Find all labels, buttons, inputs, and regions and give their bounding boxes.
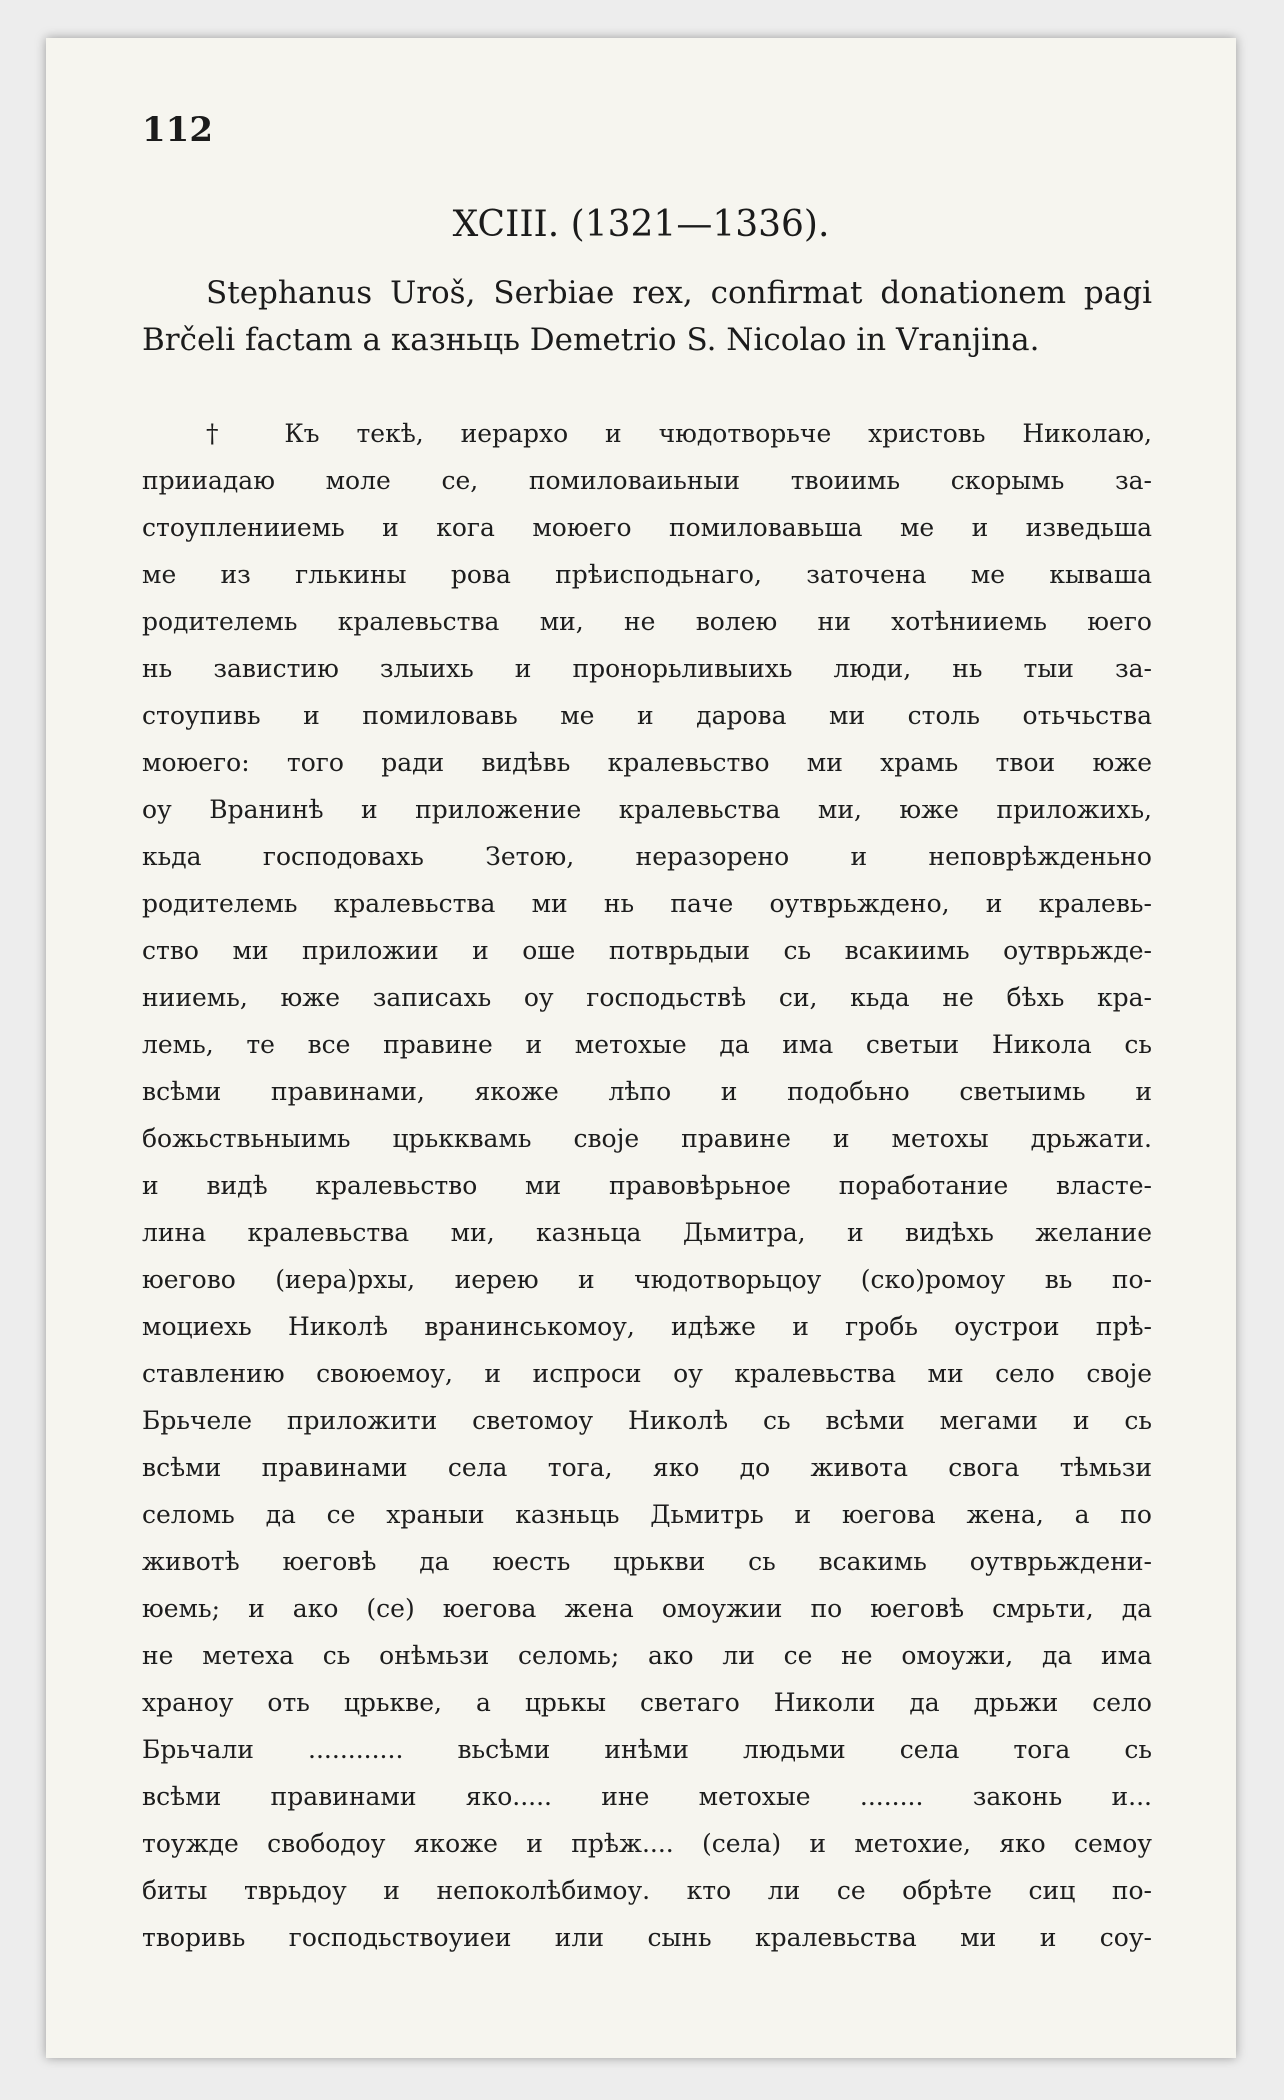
text-line: биты тврьдоу и непоколѣбимоу. кто ли се обрѣте сиц по- — [142, 1876, 1152, 1905]
text-line: всѣми правинами яко..... ине метохые ........ законь и... — [142, 1782, 1152, 1811]
text-line: храноу оть црькве, а црькы светаго Николи да дрьжи село — [142, 1688, 1152, 1717]
text-line: лина кралевьства ми, казньца Дьмитра, и видѣхь желание — [142, 1218, 1152, 1247]
charter-text — [142, 410, 1152, 1961]
text-line: родителемь кралевьства ми, не волею ни хотѣнииемь юего — [142, 607, 1152, 636]
text-line: ме из глькины рова прѣисподьнаго, заточена ме кываша — [142, 560, 1152, 589]
charter-heading: XCIII. (1321—1336). — [452, 204, 830, 245]
text-line: стоупленииемь и кога моюего помиловавьша ме и изведьша — [142, 513, 1152, 542]
text-line: селомь да се храныи казньць Дьмитрь и юегова жена, а по — [142, 1500, 1152, 1529]
text-line: юемь; и ако (се) юегова жена омоужии по юеговѣ смрьти, да — [142, 1594, 1152, 1623]
text-line: моюего: того ради видѣвь кралевьство ми храмь твои юже — [142, 748, 1152, 777]
text-line: ство ми приложии и оше потврьдыи сь всакиимь оутврьжде- — [142, 936, 1152, 965]
text-line: моциехь Николѣ вранинськомоу, идѣже и гробь оустрои прѣ- — [142, 1312, 1152, 1341]
text-line: Брьчали ............ вьсѣми инѣми людьми села тога сь — [142, 1735, 1152, 1764]
text-line: юегово (иера)рхы, иерею и чюдотворьцоу (ско)ромоу вь по- — [142, 1265, 1152, 1294]
text-line: нииемь, юже записахь оу господьствѣ си, кьда не бѣхь кра- — [142, 983, 1152, 1012]
latin-summary: Stephanus Uroš, Serbiae rex, confirmat donationem pagi Brčeli factam a казньць Demetrio S. Nicolao in Vranjina. — [142, 275, 1152, 358]
text-line: и видѣ кралевьство ми правовѣрьное поработание власте- — [142, 1171, 1152, 1200]
page-number: 112 — [142, 110, 213, 150]
document-page — [46, 38, 1236, 2058]
text-line: оу Вранинѣ и приложение кралевьства ми, юже приложихь, — [142, 795, 1152, 824]
text-line: животѣ юеговѣ да юесть црькви сь всакимь оутврьждени- — [142, 1547, 1152, 1576]
text-line: прииадаю моле се, помиловаиьныи твоиимь скорымь за- — [142, 466, 1152, 495]
text-line: Брьчеле приложити светомоу Николѣ сь всѣми мегами и сь — [142, 1406, 1152, 1435]
text-line: нь завистию злыихь и пронорьливыихь люди, нь тыи за- — [142, 654, 1152, 683]
text-line: лемь, те все правине и метохые да има светыи Никола сь — [142, 1030, 1152, 1059]
text-line: всѣми правинами села тога, яко до живота свога тѣмьзи — [142, 1453, 1152, 1482]
text-line: † Къ текѣ, иерархо и чюдотворьче христовь Николаю, — [206, 419, 1152, 448]
text-line: всѣми правинами, якоже лѣпо и подобьно светыимь и — [142, 1077, 1152, 1106]
text-line: творивь господьствоуиеи или сынь кралевьства ми и соу- — [142, 1923, 1152, 1952]
text-line: не метеха сь онѣмьзи селомь; ако ли се не омоужи, да има — [142, 1641, 1152, 1670]
text-line: тоужде свободоу якоже и прѣж.... (села) и метохие, яко семоу — [142, 1829, 1152, 1858]
text-line: родителемь кралевьства ми нь паче оутврьждено, и кралевь- — [142, 889, 1152, 918]
text-line: ставлению своюемоу, и испроси оу кралевьства ми село своје — [142, 1359, 1152, 1388]
text-line: стоупивь и помиловавь ме и дарова ми столь отьчьства — [142, 701, 1152, 730]
text-line: кьда господовахь Зетою, неразорено и неповрѣжденьно — [142, 842, 1152, 871]
text-line: божьствьныимь црькквамь своје правине и метохы дрьжати. — [142, 1124, 1152, 1153]
